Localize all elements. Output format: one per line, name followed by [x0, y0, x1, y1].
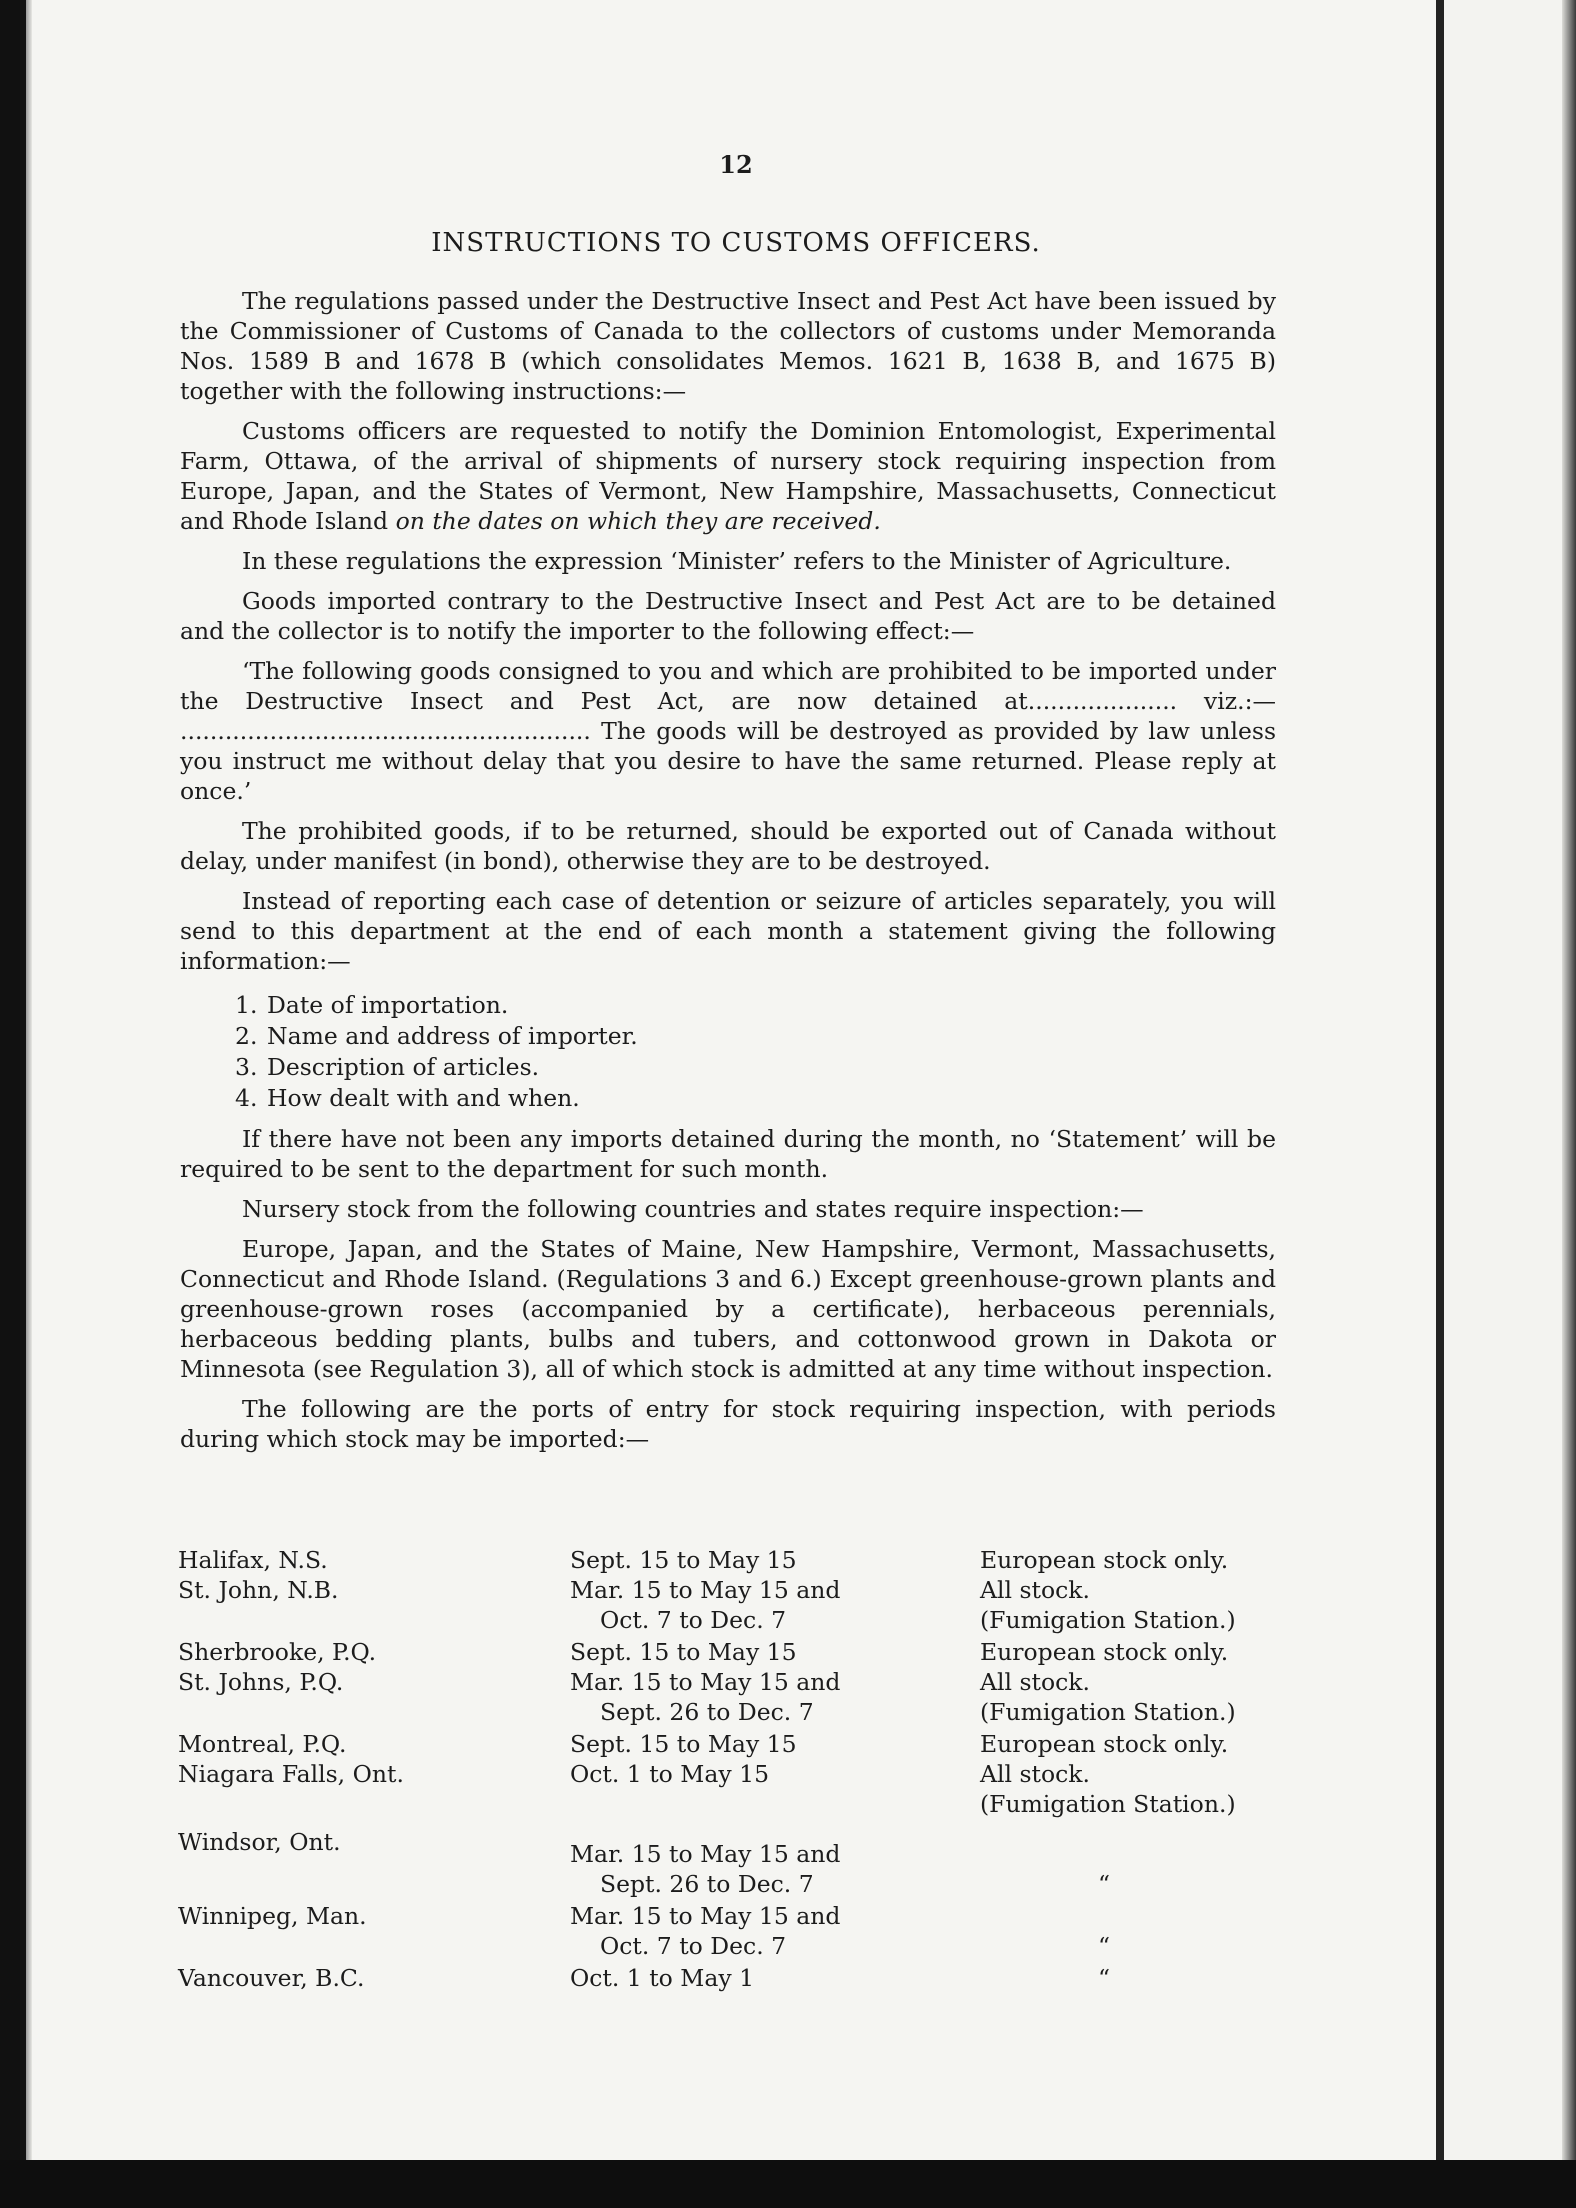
table-row [178, 1828, 1278, 1868]
table-row [178, 1606, 1278, 1638]
port-note: European stock only. [980, 1638, 1229, 1666]
right-page-edge [1444, 0, 1576, 2160]
table-row [178, 1668, 1278, 1700]
list-item: 1. Date of importation. [235, 991, 509, 1019]
paragraph-detained: Goods imported contrary to the Destructive Insect and Pest Act are to be detained and the collector is to notify the importer to the following effect:— [180, 587, 1276, 645]
right-page-shadow [1562, 0, 1576, 2160]
paragraph-minister: In these regulations the expression ‘Minister’ refers to the Minister of Agriculture. [242, 547, 1232, 575]
port-note: All stock. [980, 1576, 1090, 1604]
paragraph-europe-japan: Europe, Japan, and the States of Maine, New Hampshire, Vermont, Massachusetts, Connecticut and Rhode Island. (Regulations 3 and 6.) Except greenhouse-grown plants and greenhouse-grown roses (accompanied by a certificate), herbaceous perennials, herbaceous bedding plants, bulbs and tubers, and cottonwood grown in Dakota or Minnesota (see Regulation 3), all of which stock is admitted at any time without inspection. [180, 1235, 1276, 1383]
paragraph-nursery-stock: Nursery stock from the following countries and states require inspection:— [242, 1195, 1144, 1223]
port-name: St. John, N.B. [178, 1576, 339, 1604]
port-name: Vancouver, B.C. [178, 1964, 365, 1992]
port-note: (Fumigation Station.) [980, 1606, 1236, 1634]
port-name: Windsor, Ont. [178, 1828, 341, 1856]
port-note: “ [1098, 1870, 1111, 1898]
table-row [178, 1730, 1278, 1762]
port-period: Mar. 15 to May 15 and [570, 1576, 841, 1604]
page-title: INSTRUCTIONS TO CUSTOMS OFFICERS. [431, 228, 1041, 258]
port-note: European stock only. [980, 1730, 1229, 1758]
table-row [178, 1576, 1278, 1608]
paragraph-notify [180, 416, 1276, 536]
page-number: 12 [719, 150, 753, 179]
table-row [178, 1964, 1278, 1996]
port-name: Sherbrooke, P.Q. [178, 1638, 377, 1666]
port-period: Mar. 15 to May 15 and [570, 1902, 841, 1930]
port-period: Mar. 15 to May 15 and [570, 1668, 841, 1696]
information-list [235, 990, 1276, 1114]
port-period: Oct. 7 to Dec. 7 [600, 1606, 787, 1634]
port-name: Winnipeg, Man. [178, 1902, 367, 1930]
list-item: 3. Description of articles. [235, 1053, 540, 1081]
port-period: Oct. 1 to May 1 [570, 1964, 755, 1992]
paragraph-statement: Instead of reporting each case of detention or seizure of articles separately, you will send to this department at the end of each month a statement giving the following information:— [180, 887, 1276, 975]
port-period: Sept. 15 to May 15 [570, 1730, 797, 1758]
port-note: European stock only. [980, 1546, 1229, 1574]
page-gutter [1436, 0, 1444, 2160]
table-row [178, 1870, 1278, 1902]
table-row [178, 1790, 1278, 1822]
list-item: 4. How dealt with and when. [235, 1084, 580, 1112]
port-period: Sept. 15 to May 15 [570, 1546, 797, 1574]
port-period: Oct. 7 to Dec. 7 [600, 1932, 787, 1960]
paragraph-exported: The prohibited goods, if to be returned, should be exported out of Canada without delay, under manifest (in bond), otherwise they are to be destroyed. [180, 817, 1276, 875]
paragraph-ports-intro: The following are the ports of entry for stock requiring inspection, with periods during which stock may be imported:— [180, 1395, 1276, 1453]
table-row [178, 1902, 1278, 1934]
port-name: Niagara Falls, Ont. [178, 1760, 404, 1788]
paragraph-regulations: The regulations passed under the Destructive Insect and Pest Act have been issued by the Commissioner of Customs of Canada to the collectors of customs under Memoranda Nos. 1589 B and 1678 B (which consolidates Memos. 1621 B, 1638 B, and 1675 B) together with the following instructions:— [180, 287, 1276, 405]
paragraph-no-imports: If there have not been any imports detained during the month, no ‘Statement’ will be required to be sent to the department for such month. [180, 1125, 1276, 1183]
table-row [178, 1932, 1278, 1964]
ports-table [178, 1546, 1278, 2006]
body-text [180, 286, 1276, 1464]
port-note: (Fumigation Station.) [980, 1790, 1236, 1818]
paragraph-notify-italic: on the dates on which they are received. [395, 507, 881, 535]
port-name: Halifax, N.S. [178, 1546, 328, 1574]
table-row [178, 1546, 1278, 1578]
list-item: 2. Name and address of importer. [235, 1022, 638, 1050]
port-note: (Fumigation Station.) [980, 1698, 1236, 1726]
port-period: Sept. 26 to Dec. 7 [600, 1870, 814, 1898]
paragraph-notify-text: Customs officers are requested to notify the Dominion Entomologist, Experimental Farm, Ottawa, of the arrival of shipments of nursery stock requiring inspection from Europe, Japan, and the States of Vermont, New Hampshire, Massachusetts, Connecticut and Rhode Island [180, 417, 1276, 535]
port-name: St. Johns, P.Q. [178, 1668, 344, 1696]
scan-bottom-border [0, 2160, 1576, 2208]
paragraph-notice: ‘The following goods consigned to you and which are prohibited to be imported under the Destructive Insect and Pest Act, are now detained at.................... viz.:— ....................................................... The goods will be destroyed as provided by law unless you instruct me without delay that you desire to have the same returned. Please reply at once.’ [180, 657, 1276, 805]
port-period: Sept. 26 to Dec. 7 [600, 1698, 814, 1726]
port-note: “ [1098, 1932, 1111, 1960]
port-note: All stock. [980, 1668, 1090, 1696]
table-row [178, 1638, 1278, 1670]
port-note: All stock. [980, 1760, 1090, 1788]
page-binding-edge [26, 0, 32, 2160]
port-period: Mar. 15 to May 15 and [570, 1840, 841, 1868]
port-period: Oct. 1 to May 15 [570, 1760, 770, 1788]
table-row [178, 1760, 1278, 1792]
port-period: Sept. 15 to May 15 [570, 1638, 797, 1666]
port-name: Montreal, P.Q. [178, 1730, 347, 1758]
table-row [178, 1698, 1278, 1730]
port-note: “ [1098, 1964, 1111, 1992]
